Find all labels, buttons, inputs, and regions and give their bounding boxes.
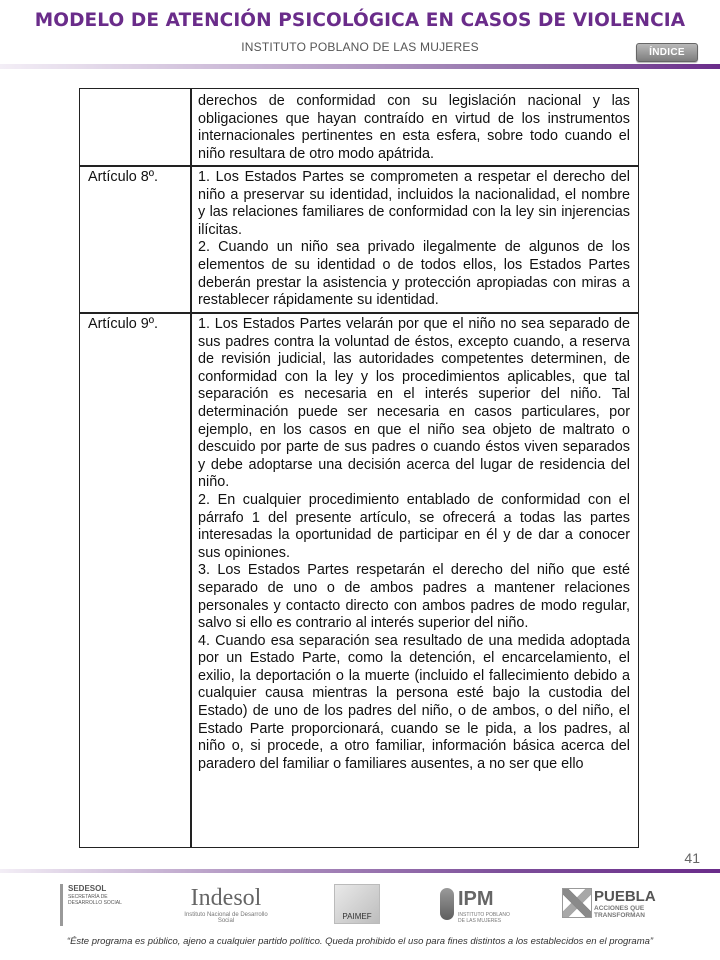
- article-8-label: Artículo 8º.: [88, 169, 159, 185]
- puebla-mark-icon: [562, 888, 592, 918]
- row-divider: [80, 312, 638, 314]
- ipm-logo-subtext: INSTITUTO POBLANO DE LAS MUJERES: [458, 912, 510, 924]
- indesol-logo-text: Indesol: [190, 885, 262, 911]
- article-8-paragraph-2: 2. Cuando un niño sea privado ilegalmente de algunos de los elementos de su identidad o de todos ellos, los Estados Partes deberán prestar la asistencia y protección apropiadas con miras a restablecer rápidamente su identidad.: [198, 239, 630, 309]
- article-9-label: Artículo 9º.: [88, 316, 159, 332]
- footer-divider: [0, 869, 720, 873]
- article-8-paragraph-1: 1. Los Estados Partes se comprometen a respetar el derecho del niño a preservar su identidad, incluidos la nacionalidad, el nombre y las relaciones familiares de conformidad con la ley sin injerencias ilícitas.: [198, 169, 630, 238]
- indesol-logo: [176, 884, 276, 926]
- puebla-logo-subtext: ACCIONES QUE TRANSFORMAN: [594, 905, 645, 919]
- sedesol-logo-subtext: SECRETARÍA DE DESARROLLO SOCIAL: [68, 894, 122, 906]
- article-9-paragraph-1: 1. Los Estados Partes velarán por que el niño no sea separado de sus padres contra la voluntad de éstos, excepto cuando, a reserva de revisión judicial, las autoridades competentes determinen, de conformidad con la ley y los procedimientos aplicables, que tal separación es necesaria en el interés superior del niño. Tal determinación puede ser necesaria en casos particulares, por ejemplo, en los casos en que el niño sea objeto de maltrato o descuido por parte de sus padres o cuando éstos viven separados y debe adoptarse una decisión acerca del lugar de residencia del niño.: [198, 316, 630, 491]
- article-9-paragraph-4: 4. Cuando esa separación sea resultado de una medida adoptada por un Estado Parte, como la detención, el encarcelamiento, el exilio, la deportación o la muerte (incluido el fallecimiento debido a cualquier causa mientras la persona esté bajo la custodia del Estado) de uno de los padres del niño, o de ambos, o del niño, el Estado Parte proporcionará, cuando se le pida, a los padres, al niño o, si procede, a otro familiar, información básica acerca del paradero del familiar o familiares ausentes, a no ser que ello: [198, 632, 630, 772]
- ipm-logo: [440, 884, 512, 926]
- row-divider: [80, 165, 638, 167]
- article-9-paragraph-2: 2. En cualquier procedimiento entablado de conformidad con el párrafo 1 del presente artículo, se ofrecerá a todas las partes interesadas la oportunidad de participar en él y de dar a conocer sus opiniones.: [198, 491, 630, 561]
- sedesol-logo: [60, 884, 132, 926]
- paimef-logo: [334, 884, 380, 924]
- ipm-logo-text: IPM: [458, 888, 494, 910]
- column-divider: [190, 89, 192, 847]
- indesol-logo-subtext: Instituto Nacional de Desarrollo Social: [184, 912, 268, 924]
- table-row-continuation: [198, 93, 630, 163]
- article-9-text: [198, 316, 630, 773]
- institute-subtitle: INSTITUTO POBLANO DE LAS MUJERES: [241, 40, 479, 54]
- article-9-paragraph-3: 3. Los Estados Partes respetarán el derecho del niño que esté separado de uno o de ambos padres a mantener relaciones personales y contacto directo con ambos padres de modo regular, salvo si ello es contrario al interés superior del niño.: [198, 562, 630, 632]
- header-divider: [0, 64, 720, 69]
- articles-table: [79, 88, 639, 848]
- article-8-text: [198, 169, 630, 310]
- page-number: 41: [684, 850, 700, 866]
- sedesol-logo-text: SEDESOL: [68, 884, 107, 893]
- continuation-paragraph: derechos de conformidad con su legislación nacional y las obligaciones que hayan contraído en virtud de los instrumentos internacionales pertinentes en esta esfera, sobre todo cuando el niño resultara de otro modo apátrida.: [198, 93, 630, 162]
- document-title: MODELO DE ATENCIÓN PSICOLÓGICA EN CASOS DE VIOLENCIA: [34, 10, 686, 31]
- puebla-logo-text: PUEBLA: [594, 888, 656, 905]
- index-button[interactable]: ÍNDICE: [636, 43, 698, 62]
- program-disclaimer: “Éste programa es público, ajeno a cualquier partido político. Queda prohibido el uso para fines distintos a los establecidos en el programa”: [66, 936, 654, 947]
- puebla-logo: [562, 884, 662, 926]
- paimef-logo-text: PAIMEF: [342, 912, 372, 921]
- ipm-mark-icon: [440, 888, 454, 920]
